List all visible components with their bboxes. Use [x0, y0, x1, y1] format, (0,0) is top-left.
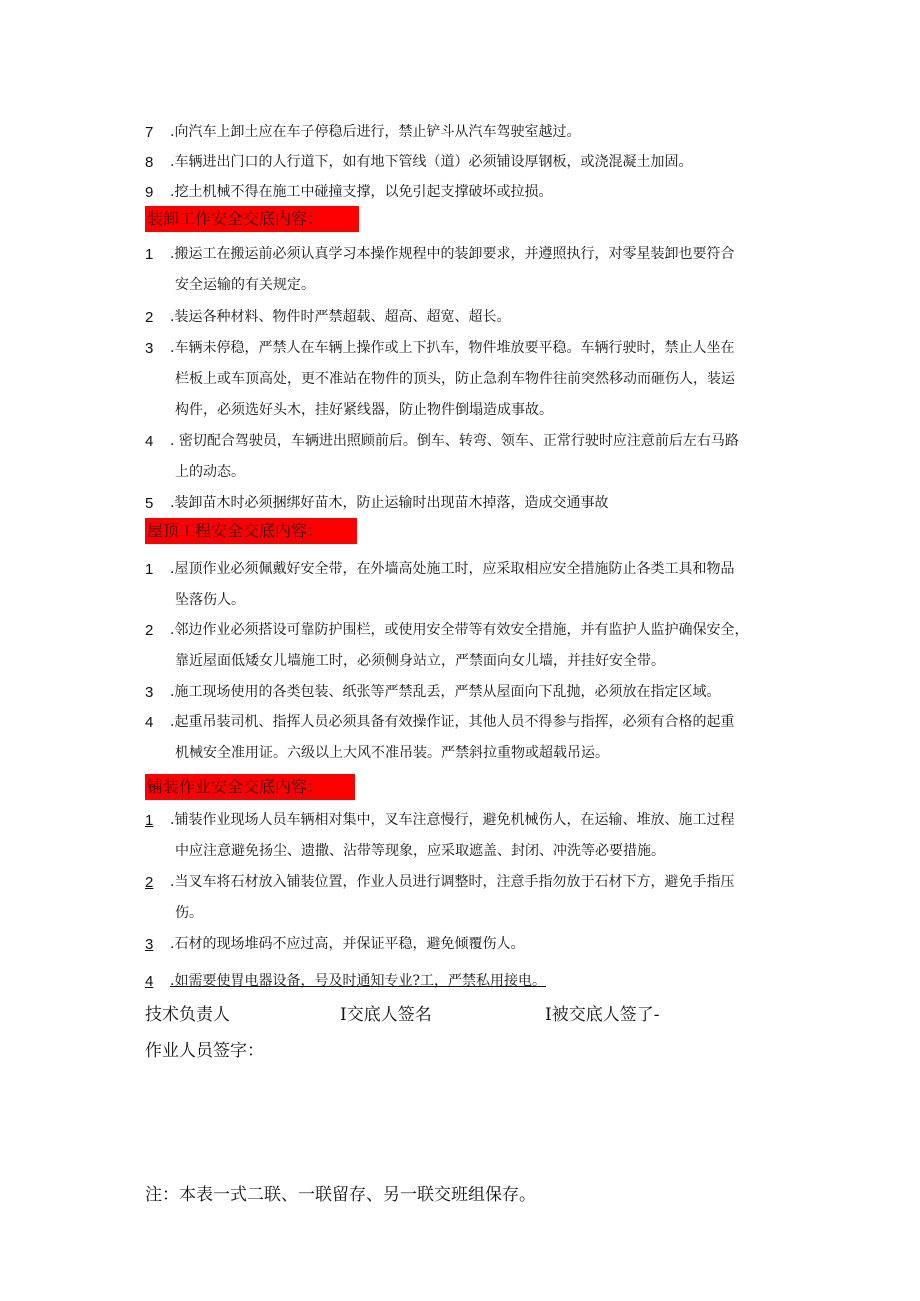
item-text: .挖土机械不得在施工中碰撞支撑，以免引起支撑破坏或拉损。 — [170, 184, 553, 200]
list-item — [145, 805, 795, 867]
list-item — [145, 117, 795, 148]
list-item — [145, 488, 795, 519]
item-text: .向汽车上卸土应在车子停稳后进行，禁止铲斗从汽车驾驶室越过。 — [170, 124, 581, 140]
item-number: 1 — [145, 246, 154, 263]
receiver-signature-label: I被交底人签了- — [545, 1005, 660, 1025]
item-text: .起重吊装司机、指挥人员必须具备有效操作证，其他人员不得参与指挥，必须有合格的起重 — [170, 714, 735, 730]
item-text-continuation: 安全运输的有关规定。 — [175, 277, 315, 293]
footer-note: 注：本表一式二联、一联留存、另一联交班组保存。 — [145, 1185, 536, 1205]
list-item — [145, 333, 795, 426]
item-number: 3 — [145, 684, 154, 701]
presenter-signature-label: I交底人签名 — [340, 1005, 432, 1025]
list-item — [145, 426, 795, 488]
item-text: .当叉车将石材放入铺装位置，作业人员进行调整时，注意手指勿放于石材下方，避免手指压 — [170, 874, 735, 890]
item-number: 1 — [145, 812, 154, 829]
list-item — [145, 615, 795, 677]
item-text: .车辆未停稳，严禁人在车辆上操作或上下扒车，物件堆放要平稳。车辆行驶时，禁止人坐在 — [170, 340, 735, 356]
item-text-continuation: 栏板上或车顶高处，更不准站在物件的顶头，防止急刹车物件往前突然移动而砸伤人，装运 — [175, 371, 735, 387]
workers-signature-label: 作业人员签字： — [145, 1041, 264, 1061]
item-number: 7 — [145, 124, 154, 141]
item-text: .装卸苗木时必须捆绑好苗木，防止运输时出现苗木掉落，造成交通事故 — [170, 495, 609, 511]
item-text: .石材的现场堆码不应过高，并保证平稳，避免倾覆伤人。 — [170, 936, 525, 952]
list-item — [145, 929, 795, 960]
item-number: 3 — [145, 340, 154, 357]
item-number: 3 — [145, 936, 154, 953]
item-number: 2 — [145, 874, 154, 891]
item-text: .施工现场使用的各类包装、纸张等严禁乱丢，严禁从屋面向下乱抛，必须放在指定区域。 — [170, 684, 721, 700]
item-number: 2 — [145, 309, 154, 326]
item-number: 4 — [145, 973, 154, 990]
item-number: 4 — [145, 433, 154, 450]
item-text: .搬运工在搬运前必须认真学习本操作规程中的装卸要求，并遵照执行，对零星装卸也要符合 — [170, 246, 735, 262]
item-text-continuation: 上的动态。 — [175, 464, 245, 480]
item-number: 9 — [145, 184, 154, 201]
item-number: 4 — [145, 714, 154, 731]
item-number: 1 — [145, 561, 154, 578]
item-text: .如需要使胃电器设备，号及时通知专业?工，严禁私用接电。 — [170, 973, 546, 989]
list-item — [145, 177, 795, 208]
list-item — [145, 707, 795, 769]
list-item — [145, 302, 795, 333]
list-item — [145, 147, 795, 178]
item-text-continuation: 机械安全准用证。六级以上大风不准吊装。严禁斜拉重物或超载吊运。 — [175, 745, 609, 761]
item-text: .车辆进出门口的人行道下，如有地下管线（道）必须铺设厚钢板，或浇混凝土加固。 — [170, 154, 693, 170]
item-text: .屋顶作业必须佩戴好安全带，在外墙高处施工时，应采取相应安全措施防止各类工具和物品 — [170, 561, 735, 577]
list-item — [145, 677, 795, 708]
section-heading-roof: 屋顶工程安全交底内容： — [145, 518, 357, 544]
list-item — [145, 239, 795, 301]
item-text: .装运各种材料、物件时严禁超载、超高、超宽、超长。 — [170, 309, 511, 325]
item-text: .邻边作业必须搭设可靠防护围栏，或使用安全带等有效安全措施，并有监护人监护确保安全， — [170, 622, 749, 638]
item-text: . 密切配合驾驶员，车辆进出照顾前后。倒车、转弯、领车、正常行驶时应注意前后左右马路 — [170, 433, 739, 449]
section-heading-paving: 铺装作业安全交底内容： — [145, 774, 355, 800]
item-text: .铺装作业现场人员车辆相对集中，叉车注意慢行，避免机械伤人，在运输、堆放、施工过程 — [170, 812, 735, 828]
item-text-continuation: 中应注意避免扬尘、遗撒、沾带等现象，应采取遮盖、封闭、冲洗等必要措施。 — [175, 843, 665, 859]
list-item — [145, 554, 795, 616]
item-number: 2 — [145, 622, 154, 639]
item-text-continuation: 构件，必须选好头木，挂好紧线器，防止物件倒塌造成事故。 — [175, 402, 553, 418]
item-text-continuation: 坠落伤人。 — [175, 592, 245, 608]
item-number: 8 — [145, 154, 154, 171]
item-number: 5 — [145, 495, 154, 512]
section-heading-loading: 装卸工作安全交底内容： — [145, 206, 359, 232]
item-text-continuation: 伤。 — [175, 905, 203, 921]
item-text-continuation: 靠近屋面低矮女儿墙施工时，必须侧身站立，严禁面向女儿墙，并挂好安全带。 — [175, 653, 665, 669]
list-item — [145, 966, 795, 997]
tech-lead-signature-label: 技术负责人 — [145, 1005, 230, 1025]
list-item — [145, 867, 795, 929]
